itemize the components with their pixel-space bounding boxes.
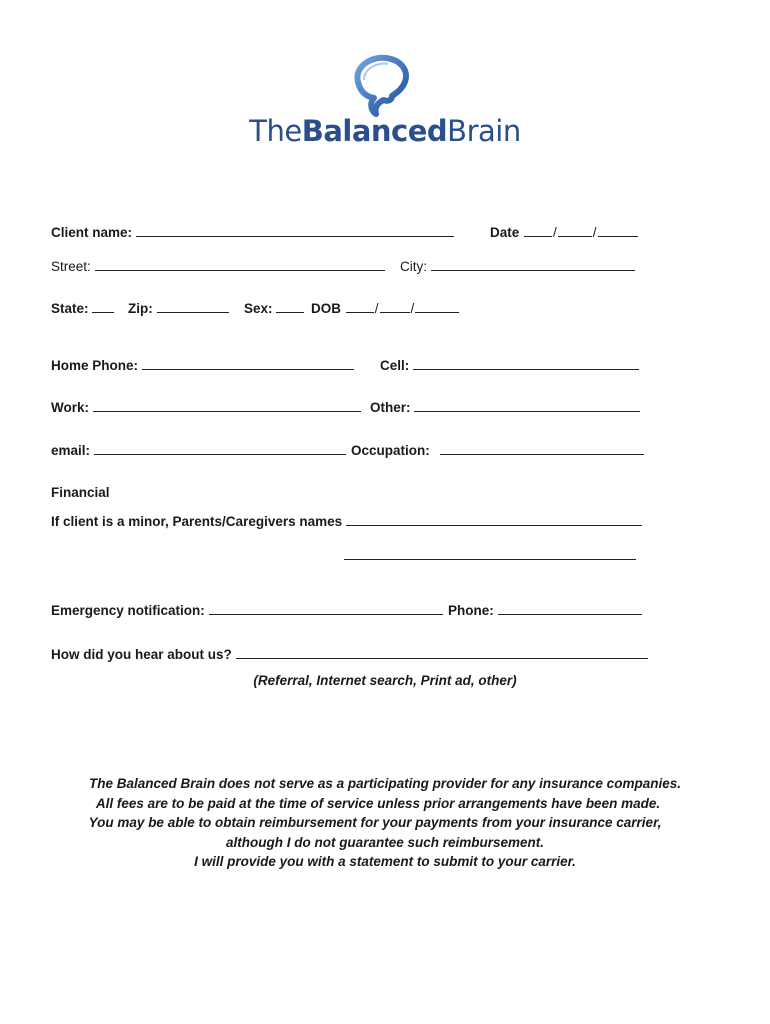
disclaimer <box>60 774 710 872</box>
parents-label: If client is a minor, Parents/Caregivers names <box>51 514 343 529</box>
state-label: State: <box>51 301 89 316</box>
dob-month-field[interactable] <box>346 300 374 313</box>
home-phone-label: Home Phone: <box>51 358 139 373</box>
street-label: Street: <box>51 259 91 274</box>
hear-label: How did you hear about us? <box>51 647 232 662</box>
date-label: Date <box>490 225 520 240</box>
city-row <box>400 258 635 274</box>
sex-field[interactable] <box>276 300 304 313</box>
client-name-label: Client name: <box>51 225 133 240</box>
email-row <box>51 442 346 458</box>
hear-row <box>51 646 648 662</box>
cell-row <box>380 357 639 373</box>
financial-heading: Financial <box>51 485 110 500</box>
client-name-row <box>51 224 454 240</box>
cell-field[interactable] <box>413 357 639 370</box>
emergency-row <box>51 602 443 618</box>
logo-text-bold: Balanced <box>301 114 448 148</box>
occupation-label: Occupation: <box>351 443 430 458</box>
emergency-label: Emergency notification: <box>51 603 205 618</box>
dob-year-field[interactable] <box>415 300 459 313</box>
sex-row <box>244 300 304 316</box>
work-label: Work: <box>51 400 90 415</box>
emergency-field[interactable] <box>209 602 443 615</box>
other-row <box>370 399 640 415</box>
logo-text-post: Brain <box>447 114 521 148</box>
dob-day-field[interactable] <box>380 300 410 313</box>
zip-label: Zip: <box>128 301 153 316</box>
financial-heading-row <box>51 485 110 500</box>
other-label: Other: <box>370 400 411 415</box>
zip-row <box>128 300 229 316</box>
cell-label: Cell: <box>380 358 410 373</box>
city-field[interactable] <box>431 258 635 271</box>
disclaimer-line-4: although I do not guarantee such reimbursement. <box>225 834 545 850</box>
work-row <box>51 399 361 415</box>
date-day-field[interactable] <box>558 224 592 237</box>
email-field[interactable] <box>94 442 346 455</box>
other-field[interactable] <box>414 399 640 412</box>
occupation-row <box>351 442 644 458</box>
city-label: City: <box>400 259 427 274</box>
logo-wordmark <box>0 114 770 148</box>
hear-hint: (Referral, Internet search, Print ad, other) <box>253 673 517 688</box>
brain-speech-bubble-icon <box>348 52 414 118</box>
disclaimer-line-3: You may be able to obtain reimbursement for your payments from your insurance carrier, <box>88 815 662 830</box>
disclaimer-line-2: All fees are to be paid at the time of service unless prior arrangements have been made. <box>95 795 661 811</box>
home-phone-row <box>51 357 354 373</box>
date-year-field[interactable] <box>598 224 638 237</box>
parents-row-2 <box>344 547 636 563</box>
phone-label: Phone: <box>448 603 494 618</box>
phone-field[interactable] <box>498 602 642 615</box>
home-phone-field[interactable] <box>142 357 354 370</box>
sex-label: Sex: <box>244 301 273 316</box>
date-month-field[interactable] <box>524 224 552 237</box>
street-row <box>51 258 385 274</box>
phone-row <box>448 602 642 618</box>
disclaimer-line-1: The Balanced Brain does not serve as a participating provider for any insurance companies. <box>89 776 681 791</box>
street-field[interactable] <box>95 258 385 271</box>
work-field[interactable] <box>93 399 361 412</box>
state-row <box>51 300 114 316</box>
occupation-field[interactable] <box>440 442 644 455</box>
hear-field[interactable] <box>236 646 648 659</box>
client-name-field[interactable] <box>136 224 454 237</box>
logo <box>0 52 770 152</box>
state-field[interactable] <box>92 300 114 313</box>
logo-text-pre: The <box>249 114 302 148</box>
dob-label: DOB <box>311 301 341 316</box>
parents-field-2[interactable] <box>344 547 636 560</box>
disclaimer-line-5: I will provide you with a statement to submit to your carrier. <box>194 854 576 869</box>
dob-row: DOB / / <box>311 300 460 316</box>
zip-field[interactable] <box>157 300 229 313</box>
parents-field-1[interactable] <box>346 513 642 526</box>
date-row: Date / / <box>490 224 639 240</box>
parents-row <box>51 513 642 529</box>
email-label: email: <box>51 443 91 458</box>
